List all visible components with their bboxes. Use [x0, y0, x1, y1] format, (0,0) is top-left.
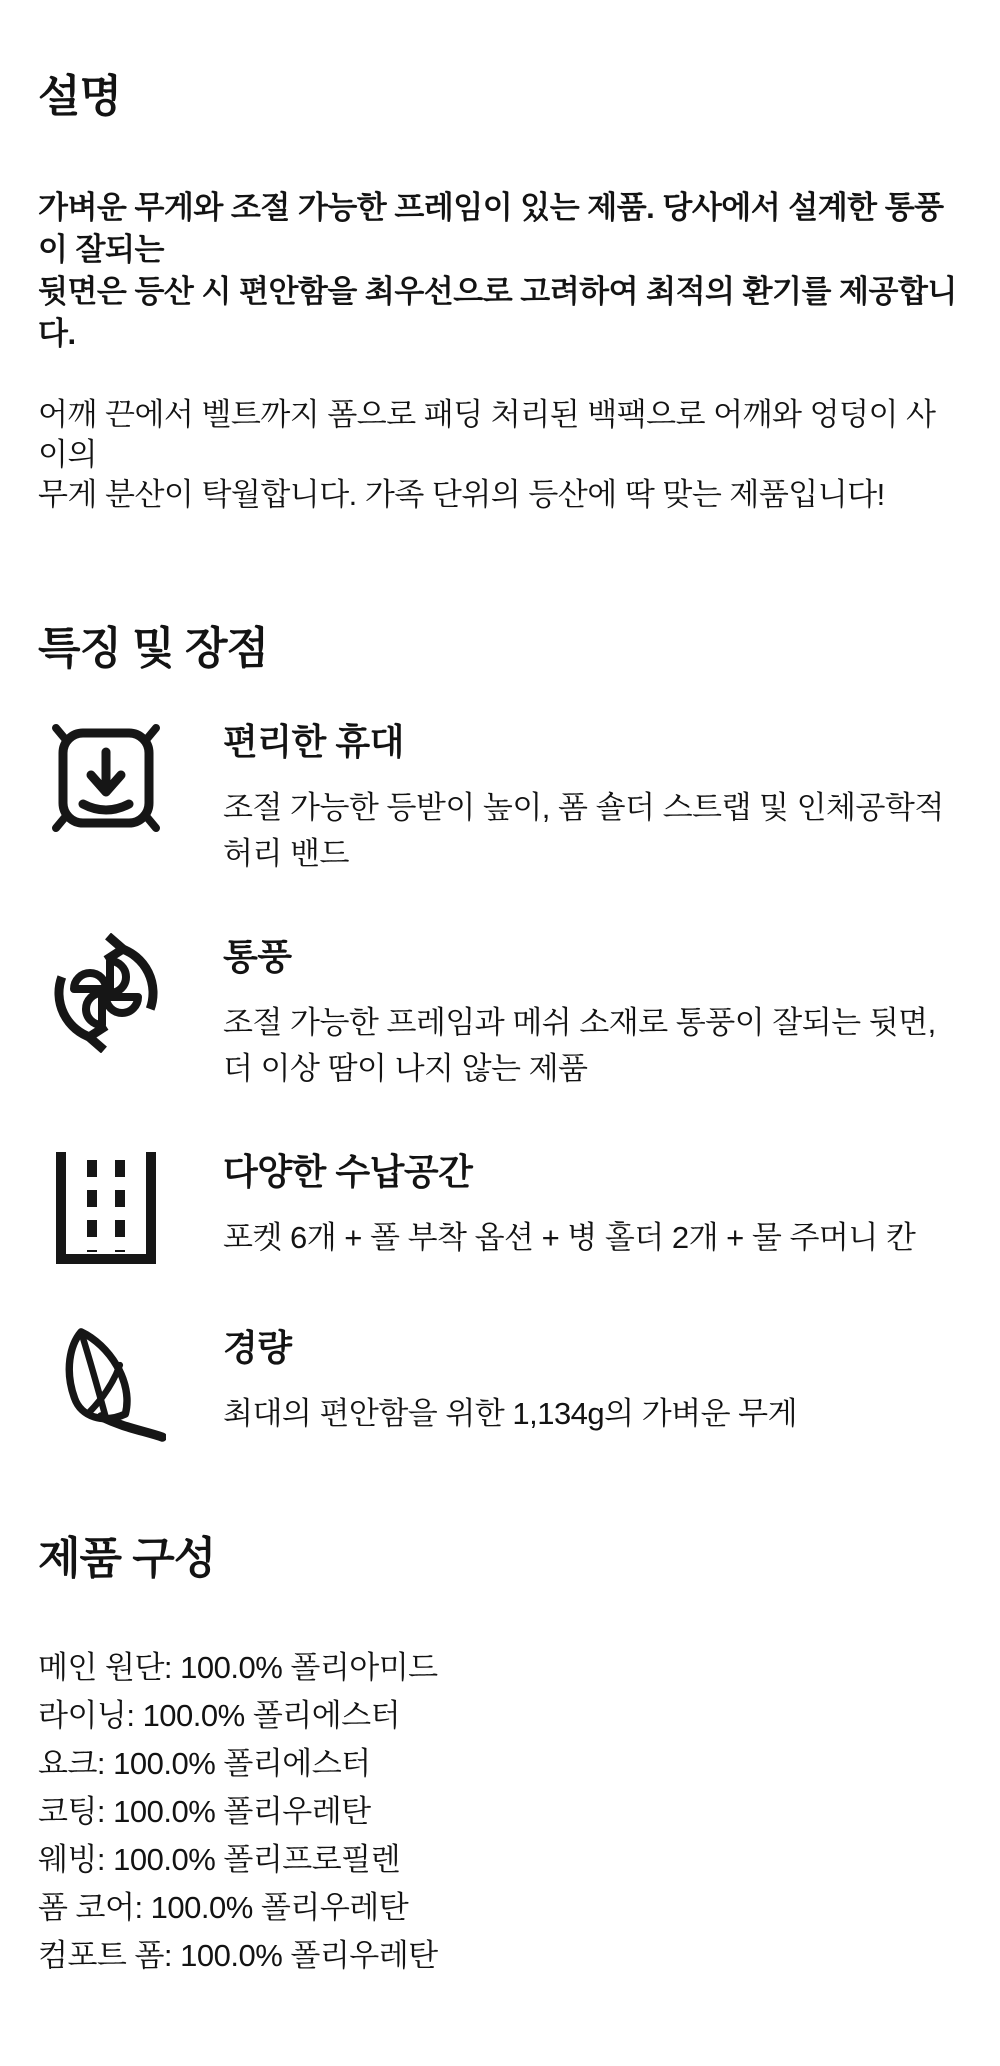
product-description-section: [0, 72, 1000, 1980]
feature-body: [223, 718, 944, 877]
material-line: 요크: 100.0% 폴리에스터: [38, 1746, 371, 1781]
composition-heading: 제품 구성: [38, 1534, 216, 1583]
description-paragraph-bold: [38, 187, 960, 355]
fan-rotation-icon: [46, 933, 166, 1053]
materials-list: [38, 1644, 960, 1980]
feature-row-lightweight: [38, 1324, 960, 1444]
feather-icon: [46, 1324, 166, 1444]
pockets-compartments-icon: [46, 1148, 166, 1268]
feature-line: 허리 밴드: [223, 836, 349, 871]
paragraph-line: 무게 분산이 탁월합니다. 가족 단위의 등산에 딱 맞는 제품입니다!: [38, 477, 885, 512]
paragraph-line: 가벼운 무게와 조절 가능한 프레임이 있는 제품. 당사에서 설계한 통풍이 잘되는: [38, 190, 944, 267]
features-list: [38, 718, 960, 1444]
feature-row-ventilation: [38, 933, 960, 1092]
feature-title: 통풍: [223, 936, 292, 977]
feature-row-carry: [38, 718, 960, 877]
feature-description: [223, 1391, 797, 1437]
feature-line: 포켓 6개 + 폴 부착 옵션 + 병 홀더 2개 + 물 주머니 칸: [223, 1220, 916, 1255]
paragraph-line: 어깨 끈에서 벨트까지 폼으로 패딩 처리된 백팩으로 어깨와 엉덩이 사이의: [38, 397, 936, 472]
feature-title: 편리한 휴대: [223, 721, 404, 762]
feature-row-storage: [38, 1148, 960, 1268]
feature-description: [223, 785, 944, 877]
feature-title: 다양한 수납공간: [223, 1151, 473, 1192]
description-paragraph: [38, 395, 960, 515]
feature-body: [223, 1148, 915, 1261]
material-line: 메인 원단: 100.0% 폴리아미드: [38, 1650, 438, 1685]
feature-title: 경량: [223, 1327, 292, 1368]
feature-body: [223, 933, 936, 1092]
features-heading: 특징 및 장점: [38, 624, 268, 673]
material-line: 웨빙: 100.0% 폴리프로필렌: [38, 1842, 401, 1877]
feature-line: 최대의 편안함을 위한 1,134g의 가벼운 무게: [223, 1396, 798, 1431]
feature-line: 조절 가능한 프레임과 메쉬 소재로 통풍이 잘되는 뒷면,: [223, 1005, 936, 1040]
description-heading: 설명: [38, 72, 122, 121]
material-line: 라이닝: 100.0% 폴리에스터: [38, 1698, 401, 1733]
feature-body: [223, 1324, 797, 1437]
feature-description: [223, 1000, 936, 1092]
feature-description: [223, 1215, 915, 1261]
material-line: 코팅: 100.0% 폴리우레탄: [38, 1794, 371, 1829]
material-line: 컴포트 폼: 100.0% 폴리우레탄: [38, 1938, 438, 1973]
paragraph-line: 뒷면은 등산 시 편안함을 최우선으로 고려하여 최적의 환기를 제공합니다.: [38, 274, 957, 351]
material-line: 폼 코어: 100.0% 폴리우레탄: [38, 1890, 409, 1925]
feature-line: 조절 가능한 등받이 높이, 폼 숄더 스트랩 및 인체공학적: [223, 790, 944, 825]
sack-down-arrow-icon: [46, 718, 166, 838]
feature-line: 더 이상 땀이 나지 않는 제품: [223, 1051, 588, 1086]
